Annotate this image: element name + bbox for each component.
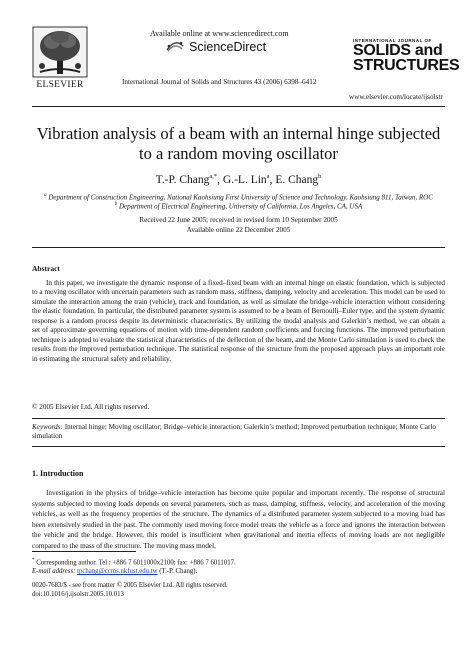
author-name: T.-P. Chang <box>155 173 210 186</box>
journal-logo-line1: SOLIDS and <box>353 42 443 59</box>
keywords-divider <box>32 446 445 447</box>
corresponding-author-line <box>32 556 445 567</box>
title-divider <box>32 247 445 248</box>
abstract-copyright: © 2005 Elsevier Ltd. All rights reserved. <box>32 403 150 411</box>
email-link[interactable]: tpchang@ccms.nkfust.edu.tw <box>77 568 158 576</box>
keywords <box>32 423 445 442</box>
elsevier-tree-logo <box>32 26 88 86</box>
affiliation-a <box>32 193 445 201</box>
affiliation-text: Department of Electrical Engineering, University of California, Los Angeles, CA, USA <box>118 202 363 211</box>
author-sep: , <box>217 173 223 186</box>
footnote-rule <box>32 551 136 552</box>
abstract-text: In this paper, we investigate the dynamic response of a fixed–fixed beam with an internal hinge on elastic foundation, which is subjected to a moving oscillator with uncertain parameters such as random mass, stiffness, damping, velocity and acceleration. This model can be used to simulate the interaction among the train (vehicle), track and foundation, as well as simulate the bridge–vehicle interaction without considering the elastic foundation. In particular, the distributed parameter system is assumed to be a beam of Bernoulli–Euler type, and the system dynamic response is a random process despite its deterministic characteristics. By utilizing the modal analysis and Galerkin’s method, we can obtain a set of approximate governing equations of motion with time-dependent random coefficients and forcing functions. The improved perturbation technique is adopted to evaluate the statistical characteristics of the deflection of the beam, and the Monte Carlo simulation is used to check the results from the improved perturbation technique. The statistical response of the structure from the proposed approach plays an important role in estimating the structural safety and reliability. <box>32 279 445 363</box>
paper-title: Vibration analysis of a beam with an internal hinge subjected to a random moving oscillator <box>36 124 441 163</box>
author-list <box>32 173 445 186</box>
keywords-list: Internal hinge; Moving oscillator; Bridge–vehicle interaction; Galerkin’s method; Improved perturbation technique; Monte Carlo simulation <box>32 423 436 441</box>
section-heading-introduction: 1. Introduction <box>32 469 84 478</box>
issn-line: 0020-7683/$ - see front matter © 2005 Elsevier Ltd. All rights reserved. <box>32 582 228 589</box>
doi-line[interactable]: doi:10.1016/j.ijsolstr.2005.10.013 <box>32 591 124 598</box>
affiliation-mark: a <box>44 193 47 198</box>
sciencedirect-label: ScienceDirect <box>189 40 267 54</box>
introduction-body <box>32 488 445 552</box>
journal-logo-line2: STRUCTURES <box>353 57 460 74</box>
abstract-heading: Abstract <box>32 264 60 273</box>
affiliation-mark: b <box>114 202 118 207</box>
journal-url-link[interactable]: www.elsevier.com/locate/ijsolstr <box>349 93 443 101</box>
author-sup: a <box>266 173 270 180</box>
header-divider <box>32 106 445 107</box>
author-name: E. Chang <box>275 173 319 186</box>
author-name: G.-L. Lin <box>222 173 267 186</box>
abstract-divider <box>32 418 445 419</box>
keywords-label: Keywords: <box>32 423 63 431</box>
email-label: E-mail address: <box>32 568 76 576</box>
author-sup: a,* <box>209 173 218 180</box>
introduction-text: Investigation in the physics of bridge–vehicle interaction has become quite popular and important recently. The response of structural systems subjected to moving loads depends on several parameters, such as mass, damping, stiffness, velocity, and acceleration of the moving vehicles, as well as the frequency properties of the structure. The dynamics of a distributed parameter system subjected to a moving load has been extensively studied in the past. The commonly used moving force model treats the vehicle as a force and ignores the interaction between the vehicle and the bridge. However, this model is insufficient when gravitational and inertia effects of moving loads are not negligible compared to the mass of the structure. The moving mass model, <box>32 489 445 550</box>
corresponding-author-text: Corresponding author. Tel.: +886 7 6011000x2100; fax: +886 7 6011017. <box>36 559 236 567</box>
abstract-body <box>32 279 445 364</box>
available-online-date: Available online 22 December 2005 <box>186 226 291 234</box>
footnote-mark: * <box>32 558 35 563</box>
email-line <box>32 567 445 576</box>
author-sup: b <box>318 173 322 180</box>
sciencedirect-icon <box>165 40 185 52</box>
received-dates: Received 22 June 2005; received in revised form 10 September 2005 <box>139 216 338 224</box>
affiliation-text: Department of Construction Engineering, National Kaohsiung First University of Science and Technology, Kaohsiung 811, Taiwan, ROC <box>48 193 433 202</box>
email-suffix: (T.-P. Chang). <box>157 568 198 576</box>
footnote <box>32 556 445 576</box>
sciencedirect-brand <box>165 40 266 54</box>
journal-citation: International Journal of Solids and Structures 43 (2006) 6398–6412 <box>122 78 317 86</box>
journal-logo <box>353 38 460 74</box>
issn-doi-block <box>32 581 228 599</box>
publisher-name: ELSEVIER <box>36 80 84 90</box>
affiliation-b <box>32 202 445 210</box>
journal-logo-top: INTERNATIONAL JOURNAL OF <box>353 38 432 43</box>
available-online-text: Available online at www.sciencedirect.com <box>150 29 289 38</box>
author-sep: , <box>269 173 276 186</box>
